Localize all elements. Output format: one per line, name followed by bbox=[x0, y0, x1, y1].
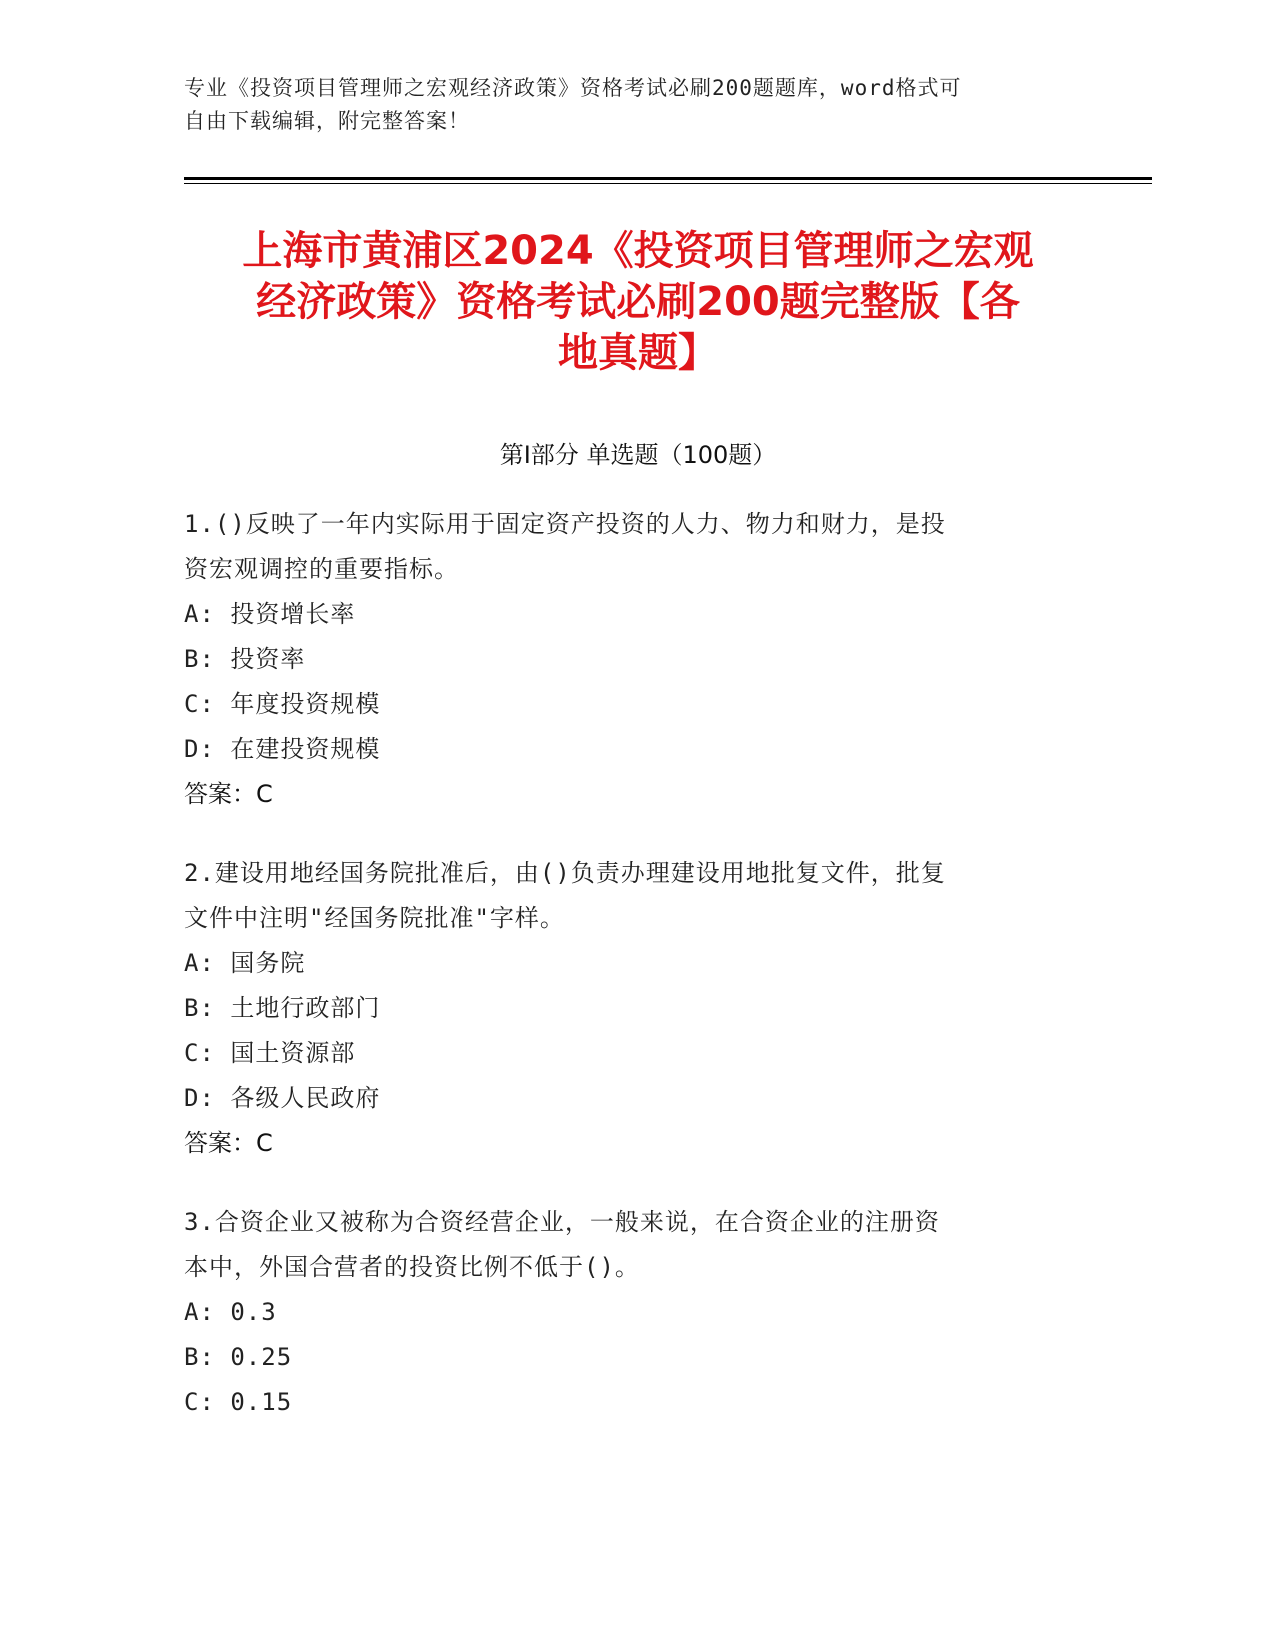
question-stem-line-1: 1.()反映了一年内实际用于固定资产投资的人力、物力和财力，是投 bbox=[184, 510, 946, 538]
question-stem-line-1: 3.合资企业又被称为合资经营企业，一般来说，在合资企业的注册资 bbox=[184, 1208, 940, 1236]
question-stem-line-2: 文件中注明"经国务院批准"字样。 bbox=[184, 904, 565, 932]
option-d: D: 在建投资规模 bbox=[184, 735, 381, 763]
option-a: A: 国务院 bbox=[184, 949, 306, 977]
document-title-line-2: 经济政策》资格考试必刷200题完整版【各 bbox=[256, 279, 1020, 325]
question-stem-line-2: 资宏观调控的重要指标。 bbox=[184, 555, 459, 583]
option-b: B: 土地行政部门 bbox=[184, 994, 381, 1022]
option-b: B: 投资率 bbox=[184, 645, 306, 673]
header-divider-thin bbox=[184, 183, 1152, 184]
header-note-line-2: 自由下载编辑，附完整答案！ bbox=[184, 109, 470, 133]
option-c: C: 0.15 bbox=[184, 1388, 293, 1416]
document-title bbox=[184, 226, 1092, 379]
answer: 答案：C bbox=[184, 1129, 273, 1157]
section-title: 第Ⅰ部分 单选题（100题） bbox=[499, 441, 777, 469]
header-note bbox=[184, 72, 1064, 138]
question-3 bbox=[184, 1200, 1064, 1425]
option-a: A: 投资增长率 bbox=[184, 600, 356, 628]
answer: 答案：C bbox=[184, 780, 273, 808]
option-b: B: 0.25 bbox=[184, 1343, 293, 1371]
question-1 bbox=[184, 502, 1064, 817]
question-2 bbox=[184, 851, 1064, 1166]
option-c: C: 国土资源部 bbox=[184, 1039, 356, 1067]
document-title-line-1: 上海市黄浦区2024《投资项目管理师之宏观 bbox=[242, 228, 1034, 274]
option-d: D: 各级人民政府 bbox=[184, 1084, 381, 1112]
document-title-line-3: 地真题】 bbox=[558, 330, 718, 376]
header-note-line-1: 专业《投资项目管理师之宏观经济政策》资格考试必刷200题题库，word格式可 bbox=[184, 76, 962, 100]
question-stem-line-2: 本中，外国合营者的投资比例不低于()。 bbox=[184, 1253, 640, 1281]
question-stem-line-1: 2.建设用地经国务院批准后，由()负责办理建设用地批复文件，批复 bbox=[184, 859, 946, 887]
option-c: C: 年度投资规模 bbox=[184, 690, 381, 718]
option-a: A: 0.3 bbox=[184, 1298, 277, 1326]
header-divider-thick bbox=[184, 177, 1152, 180]
